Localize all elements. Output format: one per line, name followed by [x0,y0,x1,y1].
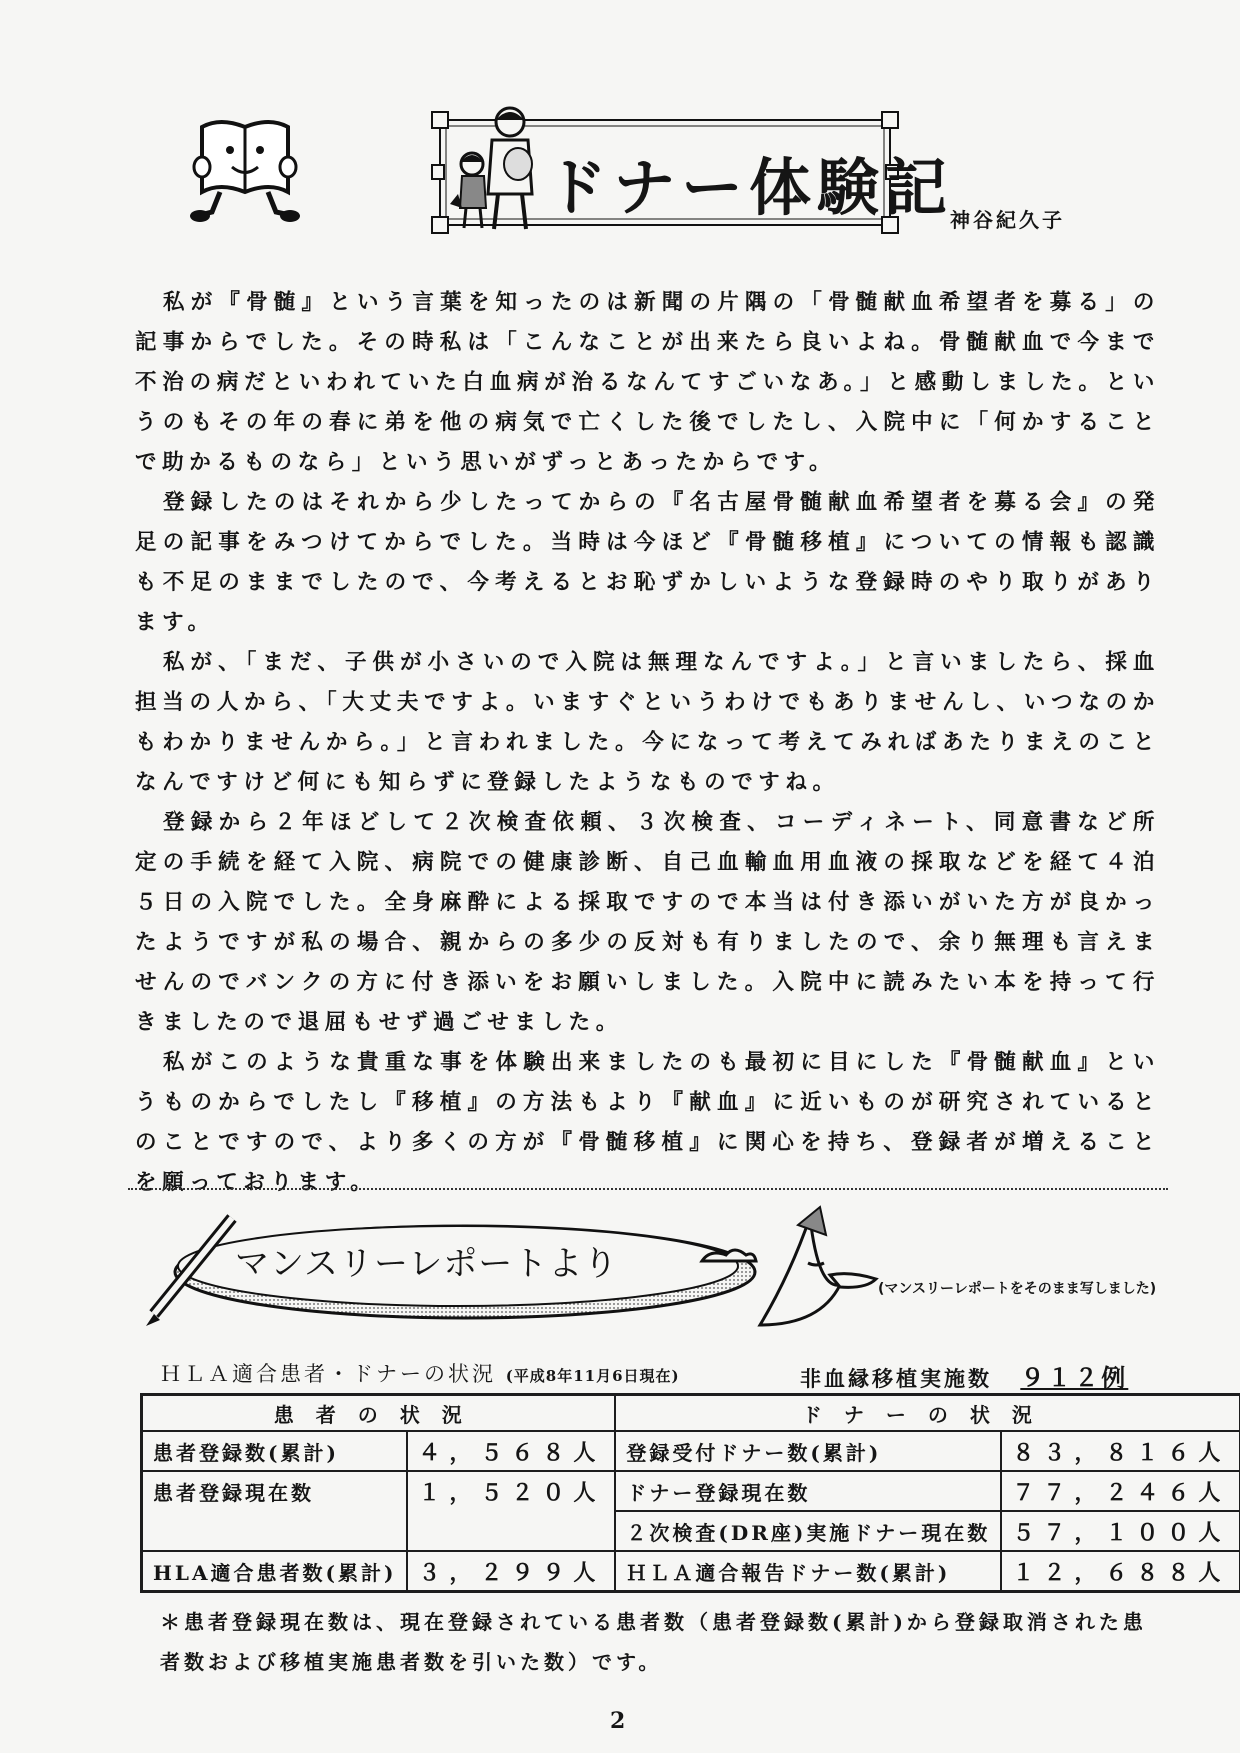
article-paragraph: 登録したのはそれから少したってからの『名古屋骨髄献血希望者を募る会』の発足の記事をみつけてからでした。当時は今ほど『骨髄移植』についての情報も認識も不足のままでしたので、今考えるとお恥ずかしいような登録時のやり取りがあります。 [135,490,1160,635]
patient-value: １，５２０人 [407,1471,615,1511]
monthly-report-banner [140,1210,760,1330]
hla-status-table [140,1393,1240,1593]
article-paragraph: 私が、「まだ、子供が小さいので入院は無理なんですよ。」と言いましたら、採血担当の人から、「大丈夫ですよ。いますぐというわけでもありませんし、いつなのかもわかりませんから。」と言われました。今になって考えてみればあたりまえのことなんですけど何にも知らずに登録したようなものですね。 [135,650,1160,795]
donor-label: ドナー登録現在数 [615,1471,1001,1511]
mother-child-illustration [448,104,548,234]
patient-label: HLA適合患者数(累計) [142,1551,408,1592]
table-header-row [142,1395,1240,1432]
table-row [142,1471,1240,1511]
donor-label: ＨＬＡ適合報告ドナー数(累計) [615,1551,1001,1592]
patient-value: ３，２９９人 [407,1551,615,1592]
section-divider [128,1188,1168,1190]
patient-header: 患者の状況 [142,1395,616,1432]
donor-header: ドナーの状況 [615,1395,1240,1432]
status-heading [160,1358,680,1388]
banner-note: (マンスリーレポートをそのまま写しました) [878,1281,1157,1297]
donor-value: ７７，２４６人 [1001,1471,1240,1511]
footnote: ＊患者登録現在数は、現在登録されている患者数（患者登録数(累計)から登録取消された患者数および移植実施患者数を引いた数）です。 [160,1610,1147,1674]
article-body [135,283,1160,1203]
banner-title: マンスリーレポートより [235,1244,619,1284]
table-row [142,1511,1240,1551]
status-date: (平成8年11月6日現在) [505,1367,680,1385]
donor-label: ２次検査(DR座)実施ドナー現在数 [615,1511,1001,1551]
patient-label: 患者登録現在数 [142,1471,408,1511]
status-label: ＨＬＡ適合患者・ドナーの状況 [160,1362,496,1386]
sleeping-moon-icon [690,1205,880,1345]
donor-value: １２，６８８人 [1001,1551,1240,1592]
donor-value: ５７，１００人 [1001,1511,1240,1551]
table-row [142,1551,1240,1592]
book-mascot-icon [190,112,300,232]
article-paragraph: 登録から２年ほどして２次検査依頼、３次検査、コーディネート、同意書など所定の手続を経て入院、病院での健康診断、自己血輸血用血液の採取などを経て４泊５日の入院でした。全身麻酔による採取ですので本当は付き添いがいた方が良かったようですが私の場合、親からの多少の反対も有りましたので、余り無理も言えませんのでバンクの方に付き添いをお願いしました。入院中に読みたい本を持って行きましたので退屈もせず過ごせました。 [135,810,1160,1035]
patient-value: ４，５６８人 [407,1431,615,1471]
transplant-summary [800,1358,1128,1393]
pencil-icon [140,1210,240,1330]
page-title: ドナー体験記 [545,151,954,224]
article-paragraph: 私が『骨髄』という言葉を知ったのは新聞の片隅の「骨髄献血希望者を募る」の記事からでした。その時私は「こんなことが出来たら良いよね。骨髄献血で今まで不治の病だといわれていた白血病が治るなんてすごいなあ。」と感動しました。というのもその年の春に弟を他の病気で亡くした後でしたし、入院中に「何かすることで助かるものなら」という思いがずっとあったからです。 [135,290,1160,475]
patient-empty-cell [407,1511,615,1551]
transplant-label: 非血縁移植実施数 [800,1366,992,1391]
title-frame [430,110,954,235]
donor-value: ８３，８１６人 [1001,1431,1240,1471]
table-row [142,1431,1240,1471]
donor-label: 登録受付ドナー数(累計) [615,1431,1001,1471]
patient-empty-cell [142,1511,408,1551]
author-name: 神谷紀久子 [950,208,1065,232]
patient-label: 患者登録数(累計) [142,1431,408,1471]
page-number: 2 [610,1708,626,1734]
transplant-count: ９１２例 [1020,1363,1129,1392]
article-paragraph: 私がこのような貴重な事を体験出来ましたのも最初に目にした『骨髄献血』というものからでしたし『移植』の方法もより『献血』に近いものが研究されているとのことですので、より多くの方が『骨髄移植』に関心を持ち、登録者が増えることを願っております。 [135,1050,1160,1195]
